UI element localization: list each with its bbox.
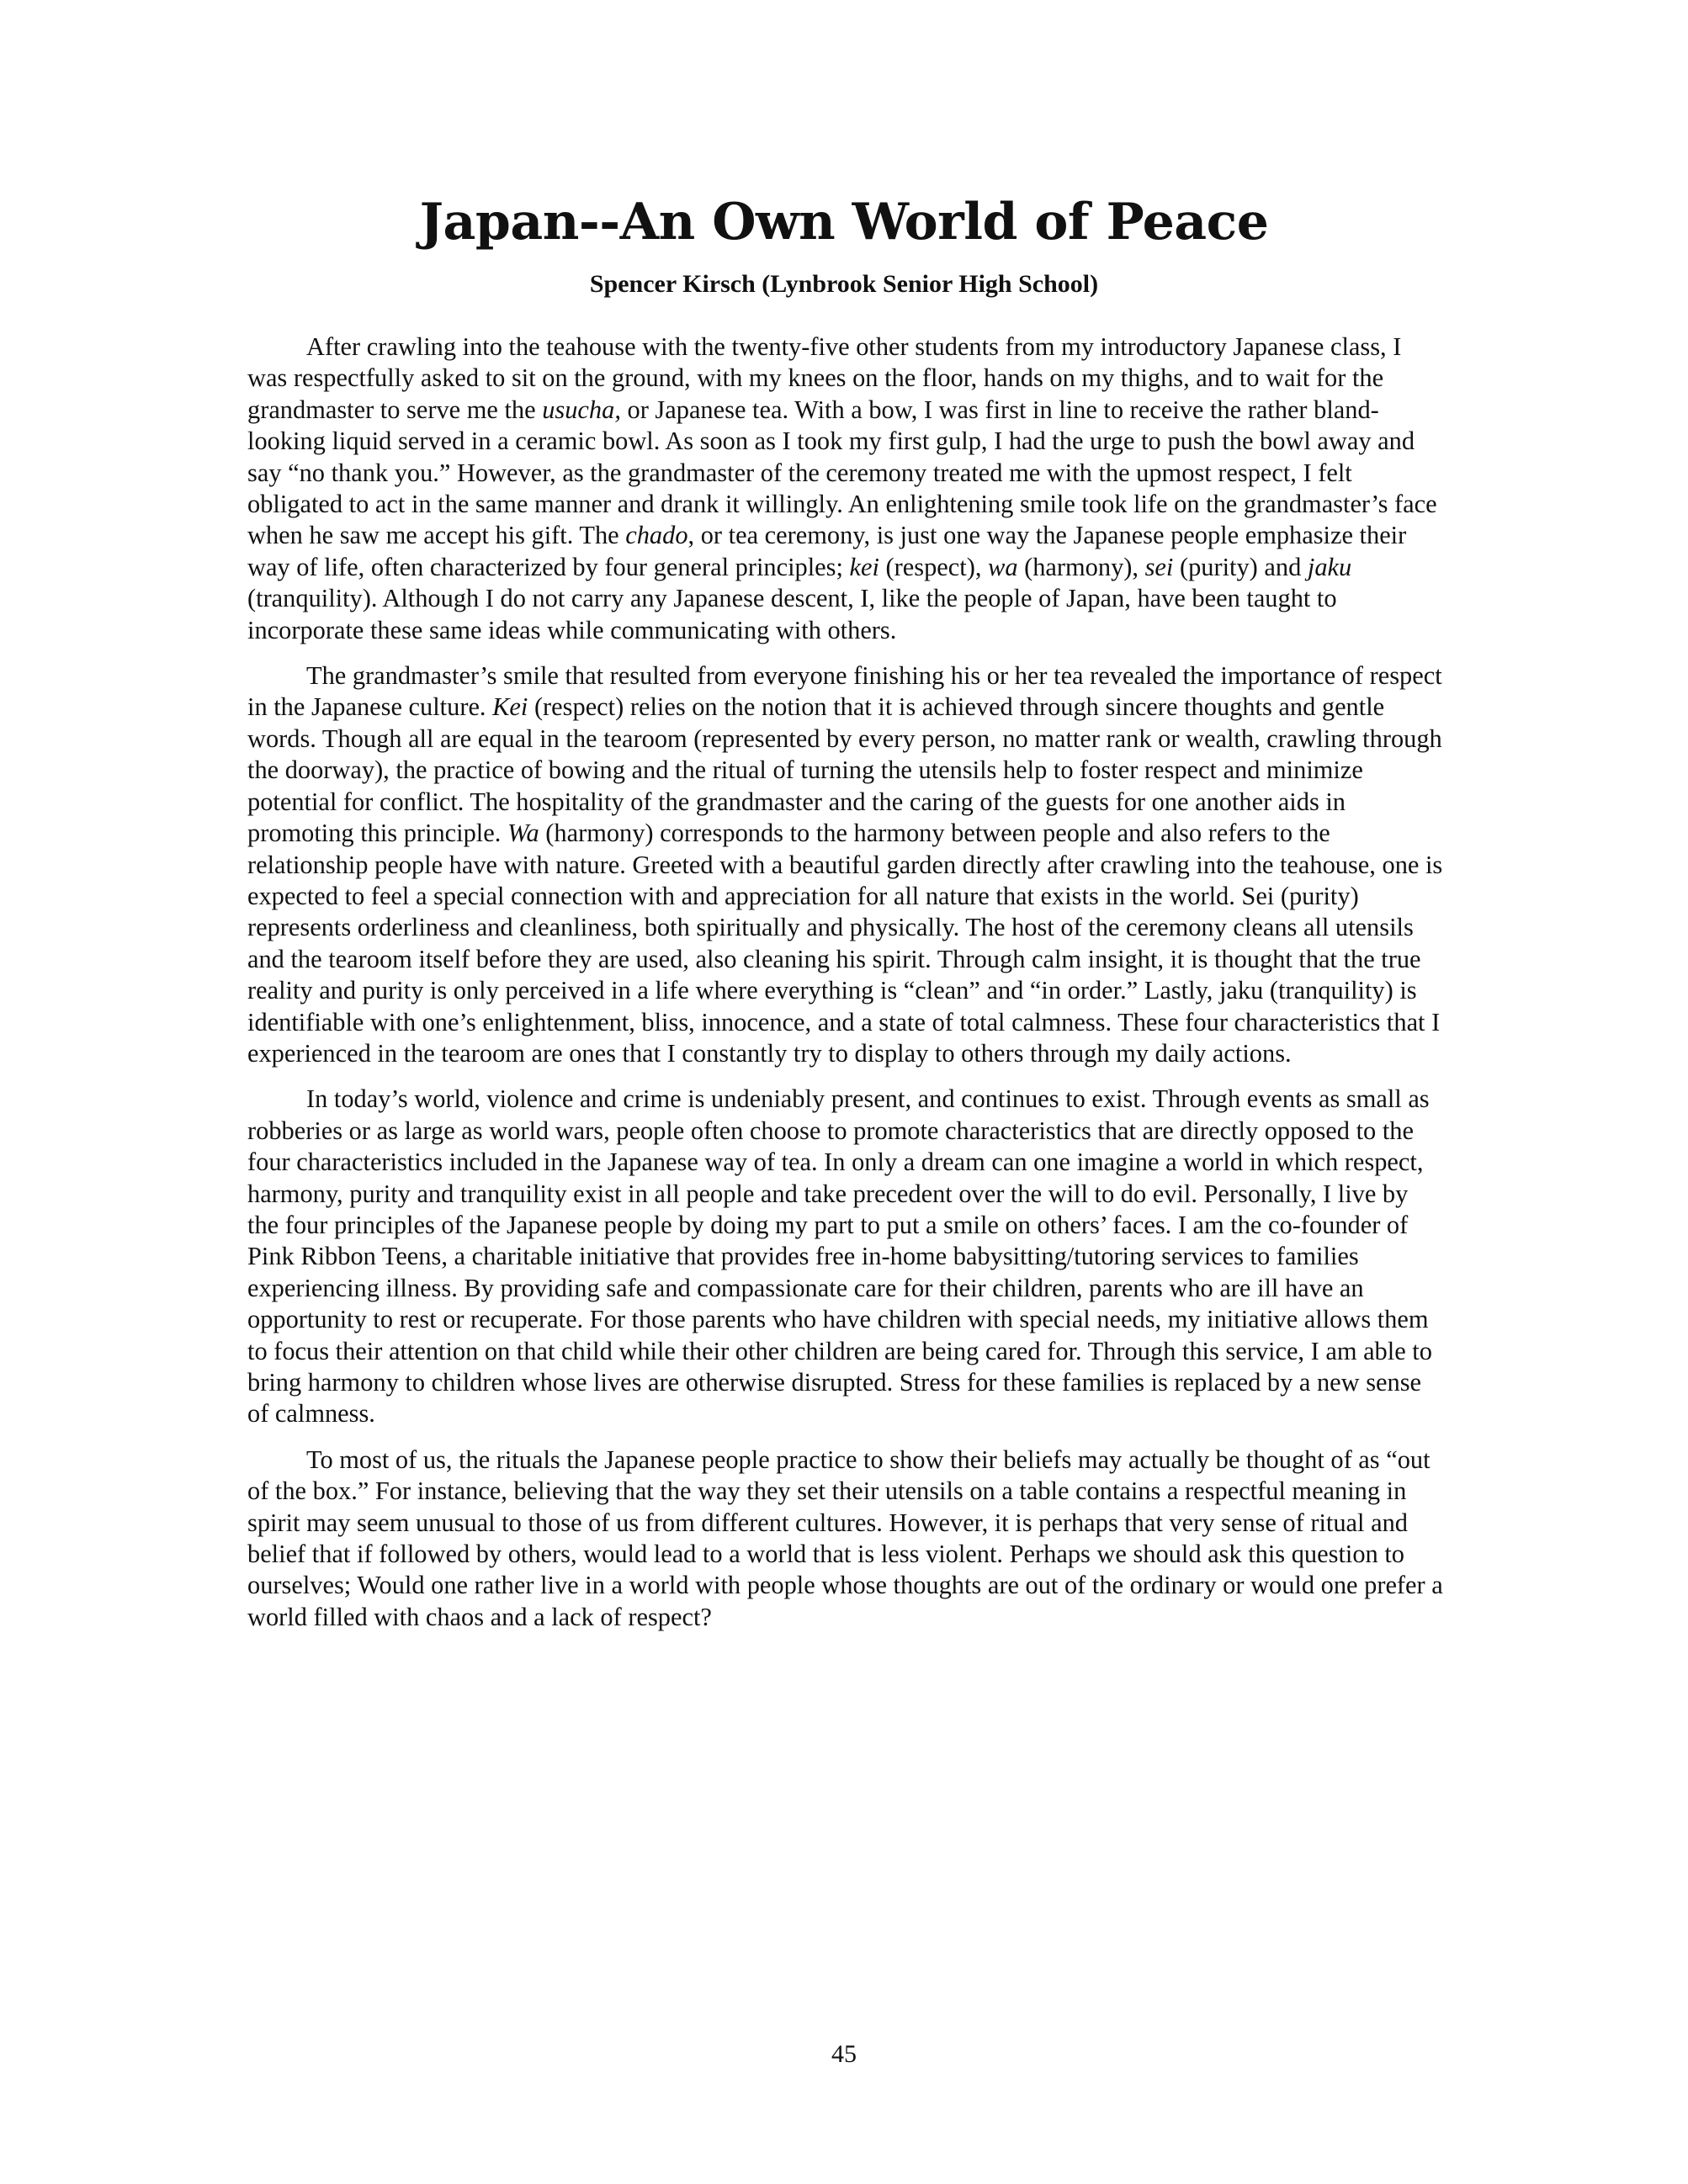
paragraph-3: In today’s world, violence and crime is undeniably present, and continues to exist. Through events as small as robberies or as large as world wars, people often choose to promote characteristics that are directly opposed to the four characteristics included in the Japanese way of tea. In only a dream can one imagine a world in which respect, harmony, purity and tranquility exist in all people and take precedent over the will to do evil. Personally, I live by the four principles of the Japanese people by doing my part to put a smile on others’ faces. I am the co-founder of Pink Ribbon Teens, a charitable initiative that provides free in-home babysitting/tutoring services to families experiencing illness. By providing safe and compassionate care for their children, parents who are ill have an opportunity to rest or recuperate. For those parents who have children with special needs, my initiative allows them to focus their attention on that child while their other children are being cared for. Through this service, I am able to bring harmony to children whose lives are otherwise disrupted. Stress for these families is replaced by a new sense of calmness. — [247, 1084, 1432, 1429]
essay-body — [247, 331, 1446, 1647]
paragraph-2 — [247, 660, 1446, 1069]
paragraph-4: To most of us, the rituals the Japanese people practice to show their beliefs may actually be thought of as “out of the box.” For instance, believing that the way they set their utensils on a table contains a respectful meaning in spirit may seem unusual to those of us from different cultures. However, it is perhaps that very sense of ritual and belief that if followed by others, would lead to a world that is less violent. Perhaps we should ask this question to ourselves; Would one rather live in a world with people whose thoughts are out of the ordinary or would one prefer a world filled with chaos and a lack of respect? — [247, 1445, 1443, 1631]
paragraph-2-text: The grandmaster’s smile that resulted from everyone finishing his or her tea revealed the importance of respect in the Japanese culture. — [247, 661, 1442, 722]
paragraph-1-text: , or tea ceremony, is just one way the Japanese people emphasize their way of life, often characterized by four general principles; — [247, 521, 1407, 581]
paragraph-2-text: (respect) relies on the notion that it is achieved through sincere thoughts and gentle words. Though all are equal in the tearoom (represented by every person, no matter rank or wealth, crawling through the doorway), the practice of bowing and the ritual of turning the utensils help to foster respect and minimize potential for conflict. The hospitality of the grandmaster and the caring of the guests for one another aids in promoting this principle. — [247, 692, 1442, 848]
term-wa: Wa — [507, 819, 539, 848]
term-jaku: jaku — [1307, 552, 1352, 581]
essay-title: Japan--An Own World of Peace — [419, 193, 1269, 252]
paragraph-1-text: (respect), — [879, 552, 989, 581]
term-usucha: usucha, — [542, 395, 621, 424]
page-number: 45 — [831, 2040, 857, 2068]
term-sei: sei — [1144, 552, 1174, 581]
paragraph-1-text: (harmony), — [1017, 552, 1145, 581]
term-kei: kei — [849, 552, 879, 581]
paragraph-1 — [247, 331, 1446, 646]
term-chado: chado — [625, 521, 688, 550]
paragraph-2-text: (harmony) corresponds to the harmony between people and also refers to the relationship people have with nature. Greeted with a beautiful garden directly after crawling into the teahouse, one is expected to feel a special connection with and appreciation for all nature that exists in the world. Sei (purity) represents orderliness and cleanliness, both spiritually and physically. The host of the ceremony cleans all utensils and the tearoom itself before they are used, also cleaning his spirit. Through calm insight, it is thought that the true reality and purity is only perceived in a life where everything is “clean” and “in order.” Lastly, jaku (tranquility) is identifiable with one’s enlightenment, bliss, innocence, and a state of total calmness. These four characteristics that I experienced in the tearoom are ones that I constantly try to display to others through my daily actions. — [247, 819, 1443, 1068]
author-byline: Spencer Kirsch (Lynbrook Senior High School) — [589, 270, 1099, 298]
paragraph-1-text: (tranquility). Although I do not carry any Japanese descent, I, like the people of Japan, have been taught to incorporate these same ideas while communicating with others. — [247, 584, 1337, 644]
term-wa: wa — [988, 552, 1018, 581]
paragraph-1-text: or Japanese tea. With a bow, I was first in line to receive the rather bland-looking liquid served in a ceramic bowl. As soon as I took my first gulp, I had the urge to push the bowl away and say “no thank you.” However, as the grandmaster of the ceremony treated me with the upmost respect, I felt obligated to act in the same manner and drank it willingly. An enlightening smile took life on the grandmaster’s face when he saw me accept his gift. The — [247, 395, 1437, 550]
paragraph-1-text: After crawling into the teahouse with the twenty-five other students from my introductory Japanese class, I was respectfully asked to sit on the ground, with my knees on the floor, hands on my thighs, and to wait for the grandmaster to serve me the — [247, 332, 1402, 424]
paragraph-1-text: (purity) and — [1173, 552, 1308, 581]
term-kei: Kei — [492, 692, 528, 722]
